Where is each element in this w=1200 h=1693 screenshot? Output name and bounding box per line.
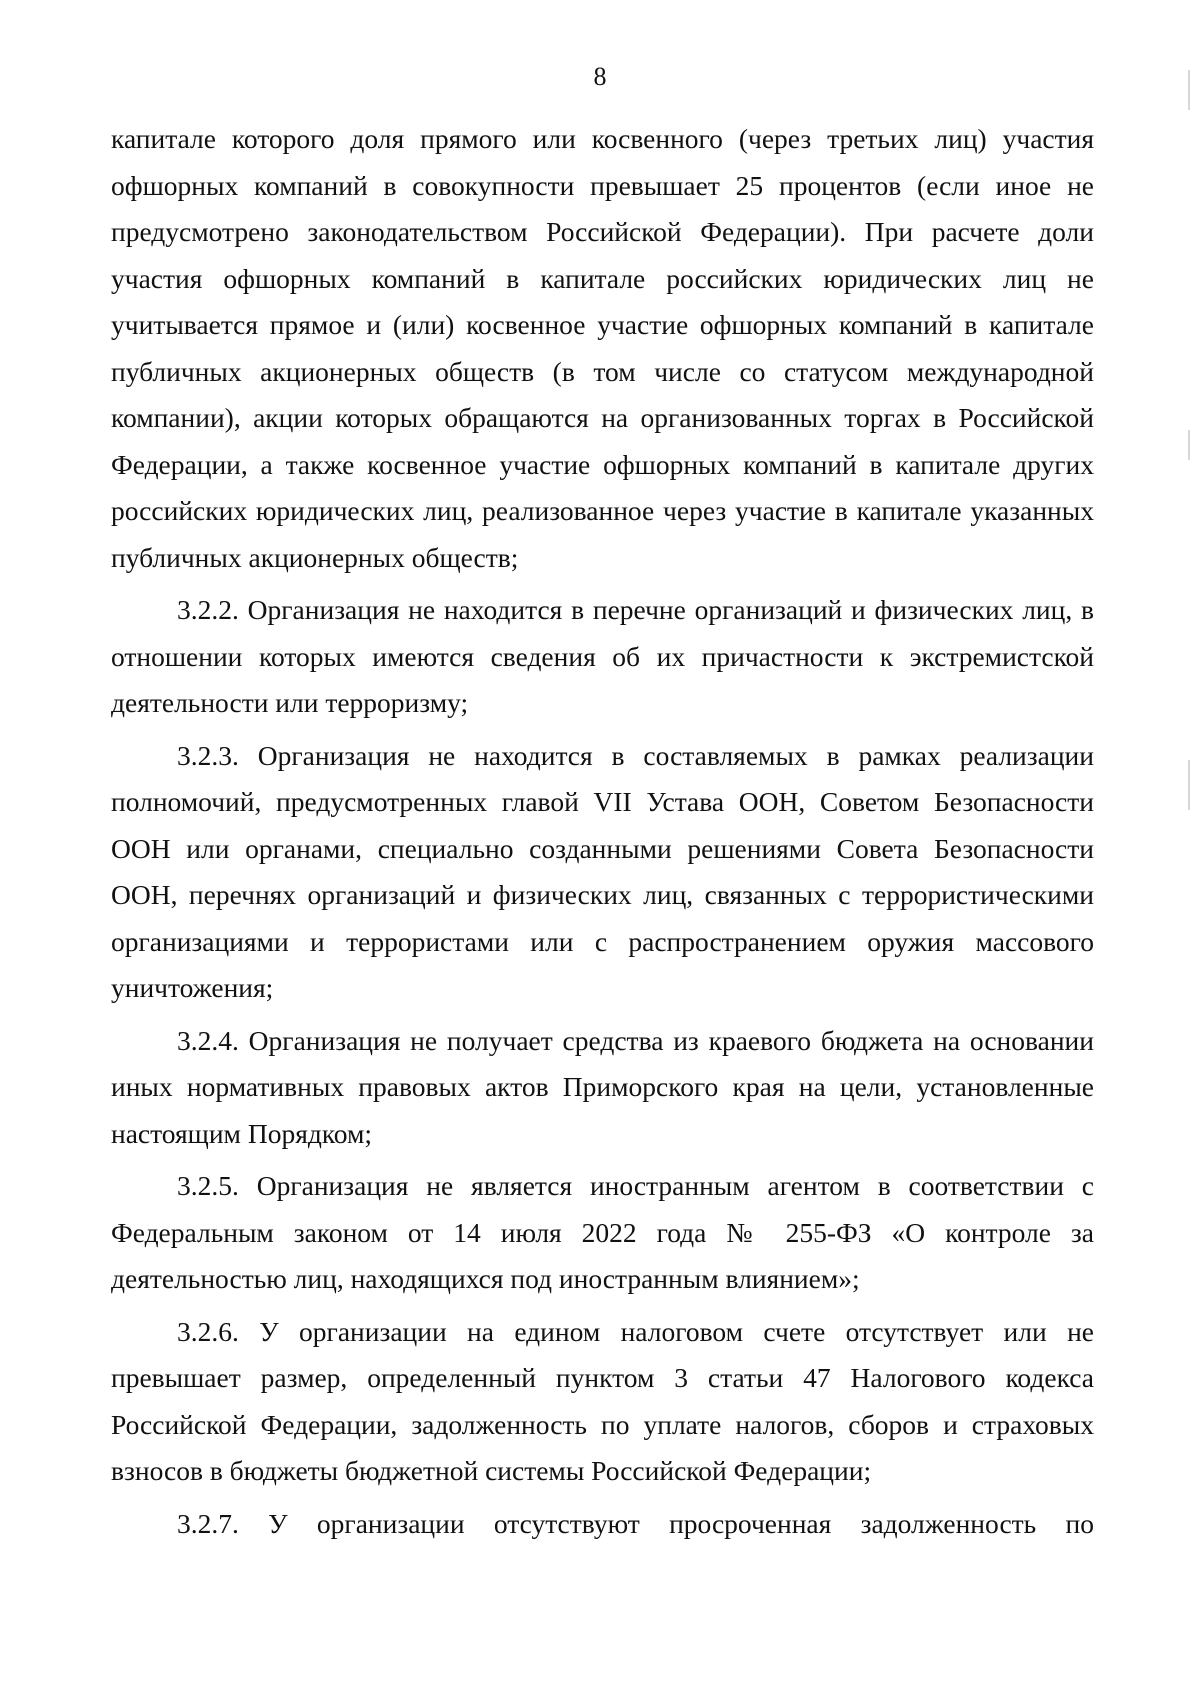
document-body <box>111 116 1094 1553</box>
paragraph-3-2-2: 3.2.2. Организация не находится в перечне организаций и физических лиц, в отношении которых имеются сведения об их причастности к экстремистской деятельности или терроризму; <box>111 594 1094 718</box>
scan-artifact-mark <box>1188 430 1190 460</box>
scan-artifact-mark <box>1188 70 1190 110</box>
page-number: 8 <box>593 62 607 91</box>
paragraph-3-2-5: 3.2.5. Организация не является иностранным агентом в соответствии с Федеральным законом от 14 июля 2022 года № 255-ФЗ «О контроле за деятельностью лиц, находящихся под иностранным влиянием»; <box>111 1170 1094 1294</box>
paragraph-3-2-3: 3.2.3. Организация не находится в составляемых в рамках реализации полномочий, предусмотренных главой VII Устава ООН, Советом Безопасности ООН или органами, специально созданными решениями Совета Безопасности ООН, перечнях организаций и физических лиц, связанных с террористическими организациями и террористами или с распространением оружия массового уничтожения; <box>111 739 1094 1003</box>
paragraph-3-2-4: 3.2.4. Организация не получает средства из краевого бюджета на основании иных нормативных правовых актов Приморского края на цели, установленные настоящим Порядком; <box>111 1024 1094 1149</box>
paragraph-3-2-7: 3.2.7. У организации отсутствуют просроченная задолженность по <box>177 1507 1094 1539</box>
paragraph-3-2-6: 3.2.6. У организации на едином налоговом счете отсутствует или не превышает размер, определенный пунктом 3 статьи 47 Налогового кодекса Российской Федерации, задолженность по уплате налогов, сборов и страховых взносов в бюджеты бюджетной системы Российской Федерации; <box>111 1315 1094 1486</box>
paragraph-continuation: капитале которого доля прямого или косвенного (через третьих лиц) участия офшорных компаний в совокупности превышает 25 процентов (если иное не предусмотрено законодательством Российской Федерации). При расчете доли участия офшорных компаний в капитале российских юридических лиц не учитывается прямое и (или) косвенное участие офшорных компаний в капитале публичных акционерных обществ (в том числе со статусом международной компании), акции которых обращаются на организованных торгах в Российской Федерации, а также косвенное участие офшорных компаний в капитале других российских юридических лиц, реализованное через участие в капитале указанных публичных акционерных обществ; <box>111 123 1094 573</box>
scan-artifact-mark <box>1188 760 1190 810</box>
